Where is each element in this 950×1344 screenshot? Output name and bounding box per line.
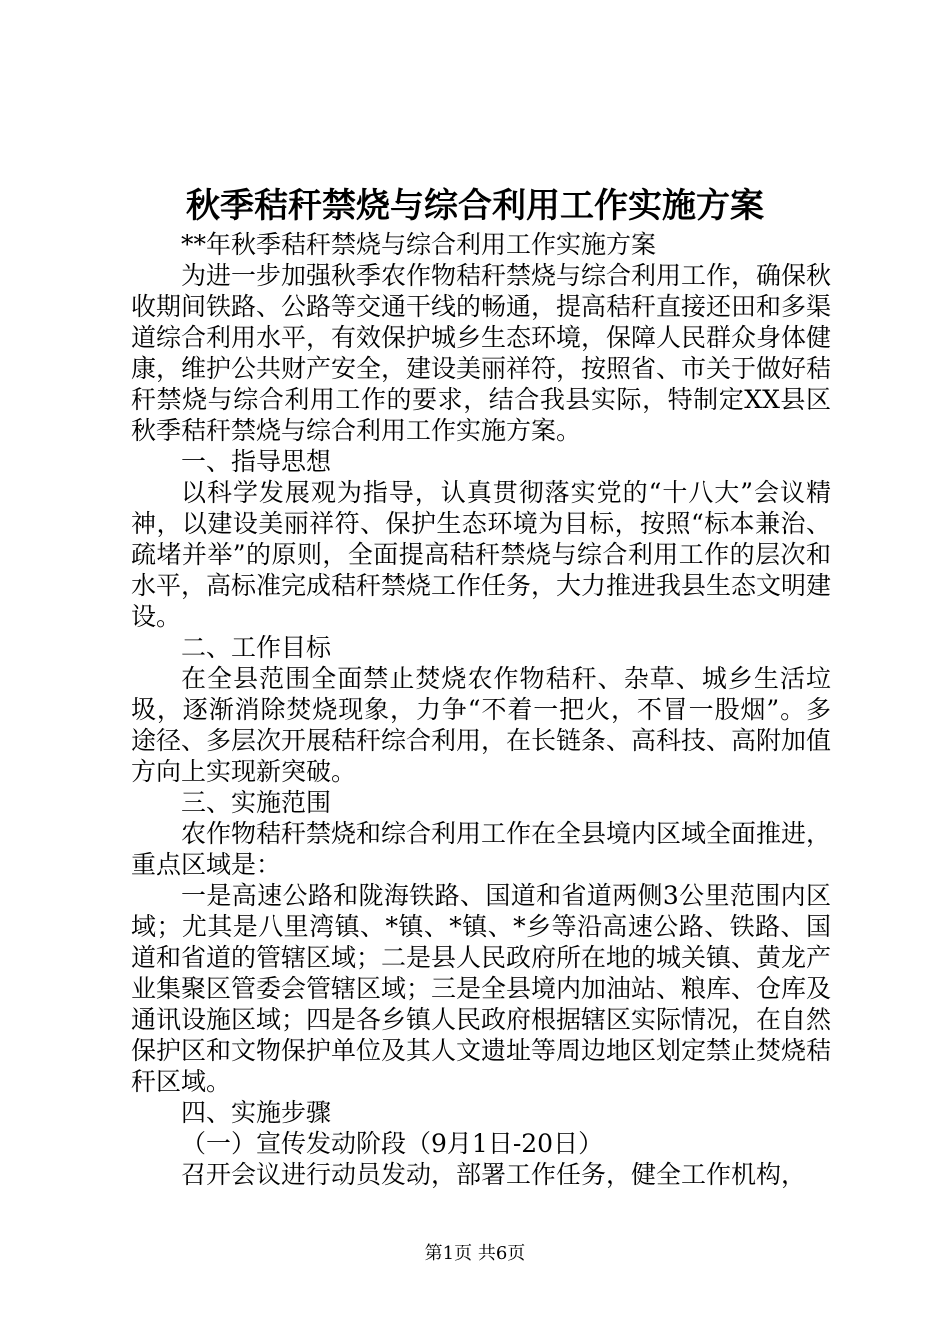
subsection-heading-publicity: （一）宣传发动阶段（9月1日-20日） (181, 1129, 604, 1158)
document-title: 秋季秸秆禁烧与综合利用工作实施方案 (186, 186, 764, 226)
work-goals-paragraph: 在全县范围全面禁止焚烧农作物秸秆、杂草、城乡生活垃圾，逐渐消除焚烧现象，力争“不着一把火，不冒一股烟”。多途径、多层次开展秸秆综合利用，在长链条、高科技、高附加值方向上实现新突破。 (131, 664, 832, 786)
key-areas-paragraph: 一是高速公路和陇海铁路、国道和省道两侧3公里范围内区域；尤其是八里湾镇、*镇、*镇、*乡等沿高速公路、铁路、国道和省道的管辖区域；二是县人民政府所在地的城关镇、黄龙产业集聚区管委会管辖区域；三是全县境内加油站、粮库、仓库及通讯设施区域；四是各乡镇人民政府根据辖区实际情况，在自然保护区和文物保护单位及其人文遗址等周边地区划定禁止焚烧秸秆区域。 (131, 881, 832, 1096)
subtitle-paragraph: **年秋季秸秆禁烧与综合利用工作实施方案 (181, 230, 657, 259)
section-heading-guiding-ideology: 一、指导思想 (181, 447, 332, 476)
document-body (131, 229, 831, 1190)
intro-paragraph: 为进一步加强秋季农作物秸秆禁烧与综合利用工作，确保秋收期间铁路、公路等交通干线的畅通，提高秸秆直接还田和多渠道综合利用水平，有效保护城乡生态环境，保障人民群众身体健康，维护公共财产安全，建设美丽祥符，按照省、市关于做好秸秆禁烧与综合利用工作的要求，结合我县实际，特制定XX县区秋季秸秆禁烧与综合利用工作实施方案。 (131, 261, 832, 445)
guiding-ideology-paragraph: 以科学发展观为指导，认真贯彻落实党的“十八大”会议精神，以建设美丽祥符、保护生态环境为目标，按照“标本兼治、疏堵并举”的原则，全面提高秸秆禁烧与综合利用工作的层次和水平，高标准完成秸秆禁烧工作任务，大力推进我县生态文明建设。 (131, 478, 832, 631)
scope-paragraph: 农作物秸秆禁烧和综合利用工作在全县境内区域全面推进，重点区域是： (131, 819, 832, 879)
section-heading-steps: 四、实施步骤 (181, 1098, 332, 1127)
section-heading-scope: 三、实施范围 (181, 788, 332, 817)
publicity-paragraph: 召开会议进行动员发动，部署工作任务，健全工作机构， (181, 1160, 807, 1189)
page-footer: 第1页 共6页 (424, 1243, 526, 1264)
section-heading-work-goals: 二、工作目标 (181, 633, 332, 662)
